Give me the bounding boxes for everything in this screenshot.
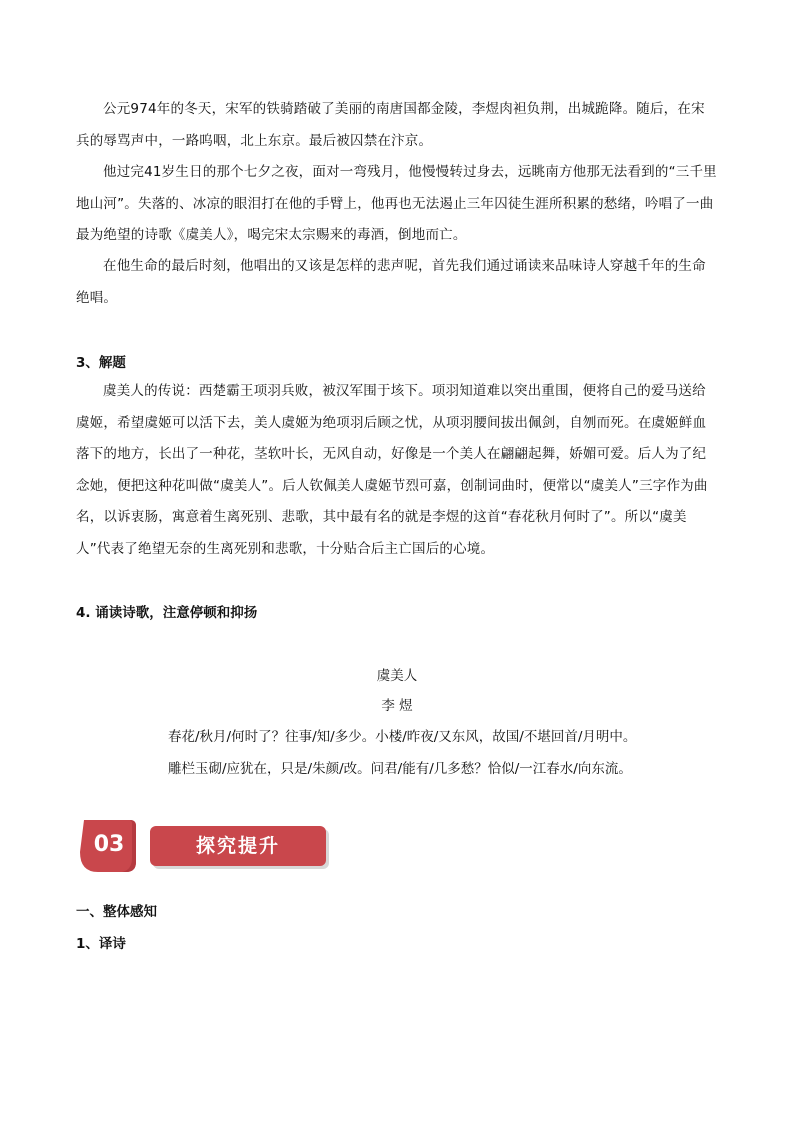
- intro-paragraph-3: 在他生命的最后时刻，他唱出的又该是怎样的悲声呢，首先我们通过诵读来品味诗人穿越千年的生命绝唱。: [76, 258, 706, 306]
- section-one-subheading: 1、译诗: [76, 936, 126, 952]
- section-badge: [78, 818, 330, 874]
- section-3-heading: 3、解题: [76, 355, 126, 371]
- section-one-heading: 一、整体感知: [76, 904, 157, 920]
- badge-number: 03: [93, 832, 125, 857]
- section-3-body: 虞美人的传说：西楚霸王项羽兵败，被汉军围于垓下。项羽知道难以突出重围，便将自己的爱马送给虞姬，希望虞姬可以活下去，美人虞姬为绝项羽后顾之忧，从项羽腰间拔出佩剑，自刎而死。在虞姬鲜血落下的地方，长出了一种花，茎软叶长，无风自动，好像是一个美人在翩翩起舞，娇媚可爱。后人为了纪念她，便把这种花叫做“虞美人”。后人钦佩美人虞姬节烈可嘉，创制词曲时，便常以“虞美人”三字作为曲名，以诉衷肠，寓意着生离死别、悲歌，其中最有名的就是李煜的这首“春花秋月何时了”。所以“虞美人”代表了绝望无奈的生离死别和悲歌，十分贴合后主亡国后的心境。: [76, 383, 708, 557]
- poem-author: 李 煜: [381, 698, 413, 714]
- poem-line-1: 春花/秋月/何时了？往事/知/多少。小楼/昨夜/又东风，故国/不堪回首/月明中。: [168, 729, 637, 745]
- badge-title-bar: [150, 826, 326, 866]
- badge-title: 探究提升: [195, 835, 280, 857]
- intro-paragraph-2: 他过完41岁生日的那个七夕之夜，面对一弯残月，他慢慢转过身去，远眺南方他那无法看到的“三千里地山河”。失落的、冰凉的眼泪打在他的手臂上，他再也无法遏止三年囚徒生涯所积累的愁绪，吟唱了一曲最为绝望的诗歌《虞美人》，喝完宋太宗赐来的毒酒，倒地而亡。: [76, 164, 717, 243]
- intro-paragraph-1: 公元974年的冬天，宋军的铁骑踏破了美丽的南唐国都金陵，李煜肉袒负荆，出城跪降。随后，在宋兵的辱骂声中，一路呜咽，北上东京。最后被囚禁在汴京。: [76, 101, 705, 149]
- poem-line-2: 雕栏玉砌/应犹在，只是/朱颜/改。问君/能有/几多愁？恰似/一江春水/向东流。: [168, 761, 632, 777]
- section-4-heading: 4. 诵读诗歌，注意停顿和抑扬: [76, 605, 258, 621]
- poem-title: 虞美人: [376, 668, 418, 684]
